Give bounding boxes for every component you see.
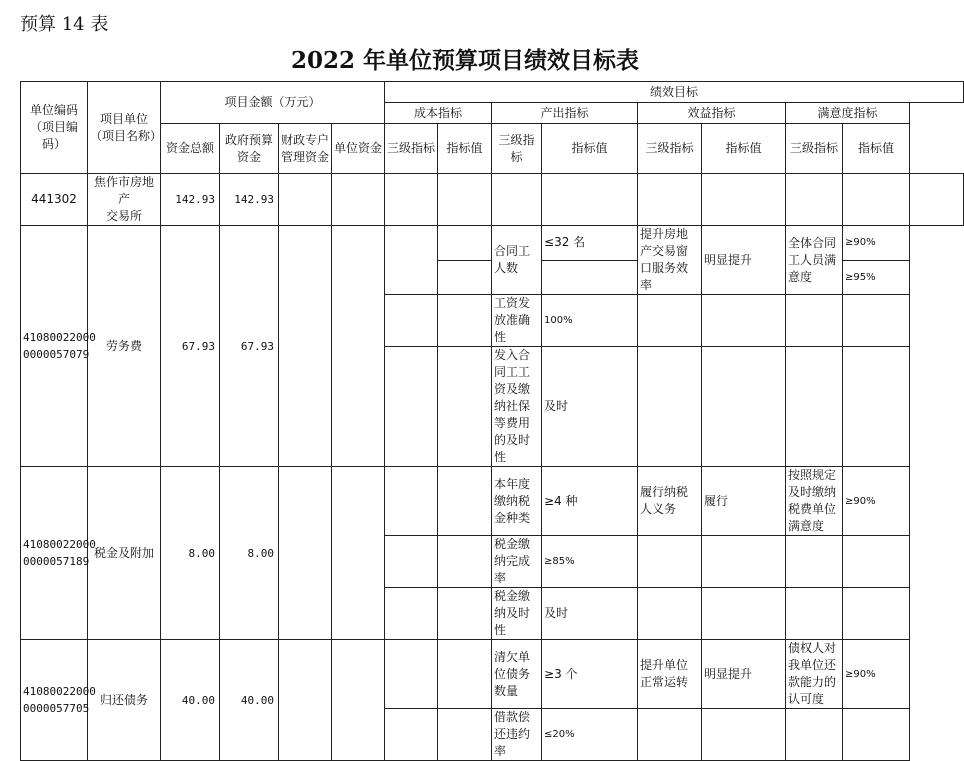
- table-row: [21, 467, 964, 536]
- output-indicator-cell: 发入合同工工资及缴纳社保等费用的及时性: [492, 347, 542, 467]
- header-cost-indicator: 成本指标: [385, 103, 492, 124]
- benefit-value-cell: 明显提升: [702, 226, 786, 295]
- header-cost-value: 指标值: [438, 124, 492, 174]
- project-code-cell: 41080022000 0000057705: [21, 640, 88, 761]
- output-indicator-cell: 税金缴纳完成率: [492, 536, 542, 588]
- header-output-value: 指标值: [542, 124, 638, 174]
- header-output-indicator: 产出指标: [492, 103, 638, 124]
- unit-name-cell: 焦作市房地产 交易所: [88, 174, 161, 226]
- satisfaction-indicator-cell: 债权人对我单位还款能力的认可度: [786, 640, 843, 709]
- header-satisfaction-value: 指标值: [843, 124, 910, 174]
- output-value-cell: 100%: [542, 295, 638, 347]
- output-indicator-cell: 合同工人数: [492, 226, 542, 295]
- satisfaction-value-cell: ≥90%: [843, 226, 910, 261]
- output-value-cell: 及时: [542, 588, 638, 640]
- satisfaction-indicator-cell: 全体合同工人员满意度: [786, 226, 843, 295]
- project-code-cell: 41080022000 0000057079: [21, 226, 88, 467]
- output-value-cell: ≤32 名: [542, 226, 638, 261]
- satisfaction-value-cell: ≥90%: [843, 640, 910, 709]
- output-indicator-cell: 本年度缴纳税金种类: [492, 467, 542, 536]
- unit-gov-cell: 142.93: [220, 174, 279, 226]
- header-benefit-indicator: 效益指标: [638, 103, 786, 124]
- header-gov-budget: 政府预算 资金: [220, 124, 279, 174]
- output-value-cell: ≥85%: [542, 536, 638, 588]
- benefit-indicator-cell: 提升房地产交易窗口服务效率: [638, 226, 702, 295]
- output-indicator-cell: 清欠单位债务数量: [492, 640, 542, 709]
- satisfaction-value-cell: ≥90%: [843, 467, 910, 536]
- table-row: [21, 640, 964, 709]
- performance-target-table: [20, 81, 964, 761]
- project-name-cell: 税金及附加: [88, 467, 161, 640]
- unit-total-cell: 142.93: [161, 174, 220, 226]
- page-title: 2022 年单位预算项目绩效目标表: [290, 47, 640, 74]
- project-gov-cell: 8.00: [220, 467, 279, 640]
- header-total: 资金总额: [161, 124, 220, 174]
- output-value-cell: ≤20%: [542, 709, 638, 761]
- output-indicator-cell: 借款偿还违约率: [492, 709, 542, 761]
- header-satisfaction-level3: 三级指标: [786, 124, 843, 174]
- header-project-unit: 项目单位 （项目名称）: [88, 82, 161, 174]
- header-amount-group: 项目金额（万元）: [161, 82, 385, 124]
- header-unit-code: 单位编码 （项目编码）: [21, 82, 88, 174]
- table-row: [21, 174, 964, 226]
- header-cost-level3: 三级指标: [385, 124, 438, 174]
- output-value-cell: 及时: [542, 347, 638, 467]
- header-benefit-value: 指标值: [702, 124, 786, 174]
- benefit-indicator-cell: 履行纳税人义务: [638, 467, 702, 536]
- header-satisfaction-indicator: 满意度指标: [786, 103, 910, 124]
- satisfaction-value-cell: ≥95%: [843, 260, 910, 295]
- header-benefit-level3: 三级指标: [638, 124, 702, 174]
- header-unit-funds: 单位资金: [332, 124, 385, 174]
- header-output-level3: 三级指标: [492, 124, 542, 174]
- project-name-cell: 归还债务: [88, 640, 161, 761]
- table-number-label: 预算 14 表: [20, 14, 109, 35]
- benefit-value-cell: 明显提升: [702, 640, 786, 709]
- project-code-cell: 41080022000 0000057189: [21, 467, 88, 640]
- project-gov-cell: 40.00: [220, 640, 279, 761]
- project-total-cell: 67.93: [161, 226, 220, 467]
- output-indicator-cell: 工资发放准确性: [492, 295, 542, 347]
- table-row: [21, 226, 964, 261]
- header-performance-target: 绩效目标: [385, 82, 964, 103]
- benefit-indicator-cell: 提升单位正常运转: [638, 640, 702, 709]
- output-value-cell: ≥4 种: [542, 467, 638, 536]
- benefit-value-cell: 履行: [702, 467, 786, 536]
- output-indicator-cell: 税金缴纳及时性: [492, 588, 542, 640]
- project-gov-cell: 67.93: [220, 226, 279, 467]
- project-name-cell: 劳务费: [88, 226, 161, 467]
- project-total-cell: 40.00: [161, 640, 220, 761]
- unit-code-cell: 441302: [21, 174, 88, 226]
- satisfaction-indicator-cell: 按照规定及时缴纳税费单位满意度: [786, 467, 843, 536]
- header-fiscal-special: 财政专户 管理资金: [279, 124, 332, 174]
- output-value-cell: ≥3 个: [542, 640, 638, 709]
- project-total-cell: 8.00: [161, 467, 220, 640]
